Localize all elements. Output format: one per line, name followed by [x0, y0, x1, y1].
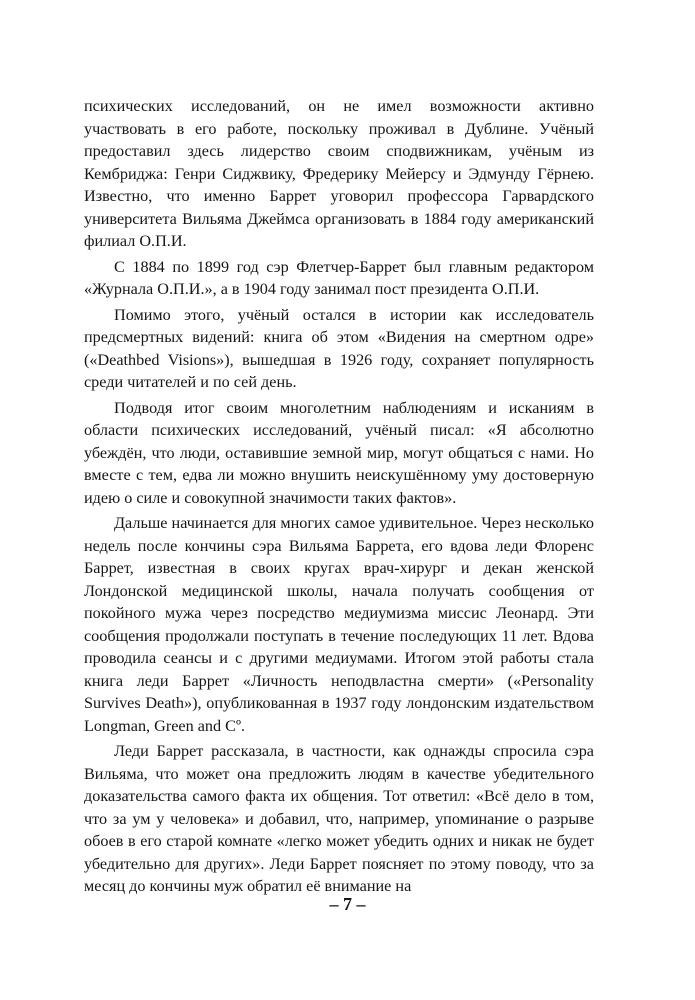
paragraph: Леди Баррет рассказала, в частности, как однажды спросила сэра Вильяма, что может она предложить людям в качестве убедительного доказательства самого факта их общения. Тот ответил: «Всё дело в том, что за ум у человека» и добавил, что, например, упоминание о разрыве обоев в его старой комнате «легко может убедить одних и никак не будет убедительно для других». Леди Баррет поясняет по этому поводу, что за месяц до кончины муж обратил её внимание на: [84, 742, 594, 895]
paragraph: Дальше начинается для многих самое удивительное. Через несколько недель после кончины сэра Вильяма Баррета, его вдова леди Флоренс Баррет, известная в своих кругах врач-хирург и декан женской Лондонской медицинской школы, начала получать сообщения от покойного мужа через посредство медиумизма миссис Леонард. Эти сообщения продолжали поступать в течение последующих 11 лет. Вдова проводила сеансы и с другими медиумами. Итогом этой работы стала книга леди Баррет «Личность неподвластна смерти» («Personality Survives Death»), опубликованная в 1937 году лондонским издательством Longman, Green and Cº.: [84, 514, 594, 735]
paragraph: психических исследований, он не имел возможности активно участвовать в его работе, поскольку проживал в Дублине. Учёный предоставил здесь лидерство своим сподвижникам, учёным из Кембриджа: Генри Сиджвику, Фредерику Мейерсу и Эдмунду Гёрнею. Известно, что именно Баррет уговорил профессора Гарвардского университета Вильяма Джеймса организовать в 1884 году американский филиал О.П.И.: [84, 97, 594, 250]
paragraph: Подводя итог своим многолетним наблюдениям и исканиям в области психических исследований, учёный писал: «Я абсолютно убеждён, что люди, оставившие земной мир, могут общаться с нами. Но вместе с тем, едва ли можно внушить неискушённому уму достоверную идею о силе и совокупной значимости таких фактов».: [84, 398, 594, 507]
paragraph: С 1884 по 1899 год сэр Флетчер-Баррет был главным редактором «Журнала О.П.И.», а в 1904 году занимал пост президента О.П.И.: [84, 257, 594, 298]
page-number: – 7 –: [329, 894, 366, 914]
body-text: [84, 95, 594, 901]
paragraph: Помимо этого, учёный остался в истории как исследователь предсмертных видений: книга об этом «Видения на смертном одре» («Deathbed Visions»), вышедшая в 1926 году, сохраняет популярность среди читателей и по сей день.: [84, 305, 594, 391]
